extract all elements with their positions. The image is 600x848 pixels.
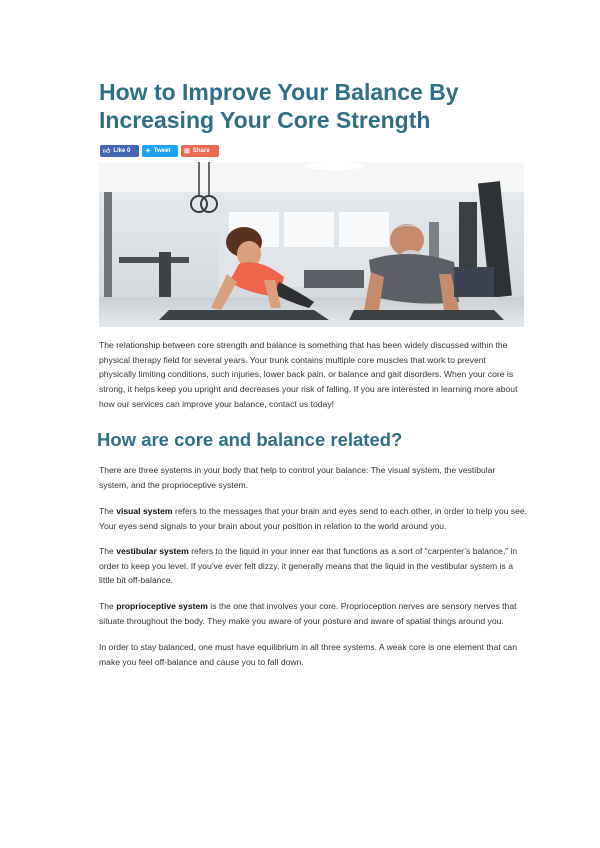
thumbs-up-icon: 👍︎ [103,147,111,155]
twitter-bird-icon: ✦ [145,147,151,155]
intro-line: The relationship between core strength and balance is something that has been widely discussed within the [99,340,508,350]
tweet-button[interactable] [142,145,178,157]
share-button[interactable] [181,145,219,157]
facebook-like-button[interactable] [100,145,139,157]
paragraph-line: In order to stay balanced, one must have equilibrium in all three systems. A weak core is one element that can [99,642,517,652]
paragraph-line: Your eyes send signals to your brain about your position in relation to the world around you. [99,520,447,531]
paragraph-line: situate throughout the body. They make you aware of your posture and aware of spatial things around you. [99,615,504,626]
prefix-text: The [99,601,117,611]
section-heading: How are core and balance related? [97,429,403,450]
share-label: Share [192,148,210,154]
gym-photo-illustration [99,162,524,327]
like-label: Like 0 [113,148,131,154]
line-rest: is the one that involves your core. Proprioception nerves are sensory nerves that [207,601,517,611]
line-rest: refers to the liquid in your inner ear that functions as a sort of “carpenter’s balance,” in [188,546,518,556]
paragraph-line [99,504,531,519]
systems-paragraph [99,463,531,492]
article-title [99,78,519,134]
paragraph-line: order to keep you level. If you’ve ever felt dizzy, it generally means that the liquid in the vestibular system is a [99,560,513,571]
prefix-text: The [99,546,117,556]
proprioceptive-system-term: proprioceptive system [116,601,208,611]
share-plus-icon: ⊞ [184,147,190,155]
prefix-text: The [99,506,117,516]
line-rest: refers to the messages that your brain and eyes send to each other, in order to help you see. [172,506,528,516]
paragraph-line: make you feel off-balance and cause you to fall down. [99,656,304,667]
proprioceptive-system-paragraph [99,599,531,628]
paragraph-line [99,599,531,614]
hero-image-plank-gym [99,162,524,327]
visual-system-term: visual system [116,506,173,516]
vestibular-system-term: vestibular system [116,546,189,556]
paragraph-line: little bit off-balance. [99,575,173,586]
paragraph-line: system, and the proprioceptive system. [99,479,249,490]
intro-line: physically limiting conditions, such injuries, lower back pain, or balance and gait disorders. When your core is [99,369,514,380]
intro-line: strong, it helps keep you upright and decreases your risk of falling. If you are interested in learning more about [99,384,518,395]
title-line-2: Increasing Your Core Strength [99,107,431,133]
intro-line: physical therapy field for several years. Your trunk contains multiple core muscles that work to prevent [99,354,486,365]
equilibrium-paragraph [99,640,531,669]
social-share-bar [100,145,219,157]
paragraph-line: There are three systems in your body that help to control your balance: The visual system, the vestibular [99,465,496,475]
title-line-1: How to Improve Your Balance By [99,79,459,105]
tweet-label: Tweet [153,148,171,154]
visual-system-paragraph [99,504,531,533]
intro-line: how our services can improve your balance, contact us today! [99,398,335,409]
vestibular-system-paragraph [99,544,531,588]
intro-paragraph [99,338,531,412]
paragraph-line [99,544,531,559]
